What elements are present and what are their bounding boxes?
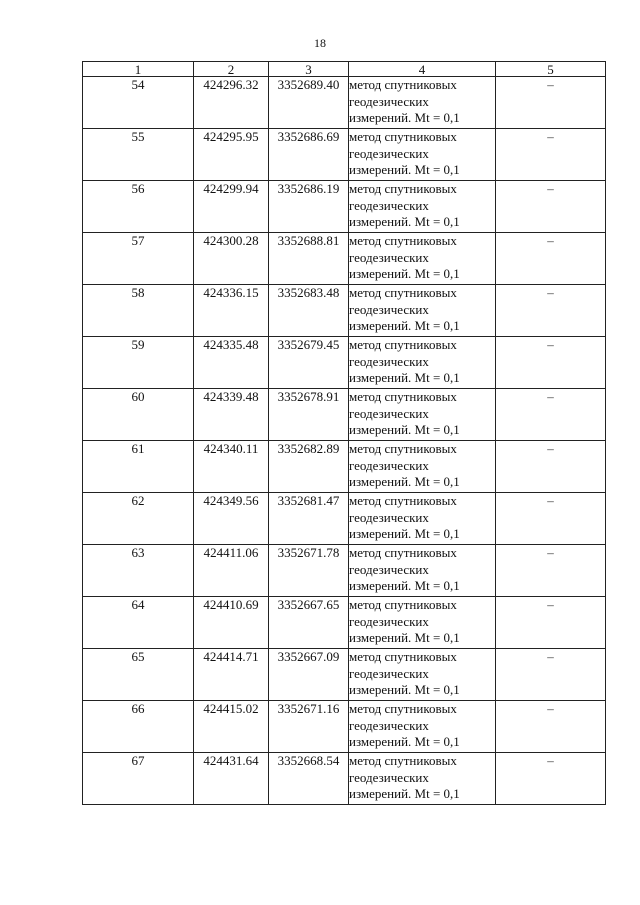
method-cell: [349, 441, 496, 493]
column-header-4: 4: [349, 62, 496, 77]
table-row: [83, 701, 606, 753]
table-row: [83, 493, 606, 545]
method-text: метод спутниковых геодезических измерений. Mt = 0,1: [349, 753, 460, 802]
note-cell: [496, 389, 606, 441]
point-number-text: 66: [131, 701, 145, 716]
x-coordinate-text: 424410.69: [203, 597, 259, 612]
point-number-cell: [83, 441, 194, 493]
y-coordinate-cell: [269, 701, 349, 753]
y-coordinate-text: 3352686.19: [277, 181, 340, 196]
method-cell: [349, 389, 496, 441]
x-coordinate-text: 424414.71: [203, 649, 259, 664]
column-header-5: 5: [496, 62, 606, 77]
point-number-text: 67: [131, 753, 145, 768]
table-row: [83, 129, 606, 181]
y-coordinate-text: 3352679.45: [277, 337, 340, 352]
point-number-text: 63: [131, 545, 145, 560]
y-coordinate-cell: [269, 649, 349, 701]
x-coordinate-text: 424415.02: [203, 701, 259, 716]
point-number-text: 60: [131, 389, 145, 404]
y-coordinate-text: 3352688.81: [277, 233, 340, 248]
x-coordinate-cell: [194, 389, 269, 441]
table-row: [83, 233, 606, 285]
method-text: метод спутниковых геодезических измерений. Mt = 0,1: [349, 597, 460, 646]
column-header-1: 1: [83, 62, 194, 77]
x-coordinate-cell: [194, 753, 269, 805]
note-text: –: [547, 77, 554, 92]
note-cell: [496, 129, 606, 181]
y-coordinate-cell: [269, 753, 349, 805]
y-coordinate-text: 3352667.65: [277, 597, 340, 612]
method-text: метод спутниковых геодезических измерений. Mt = 0,1: [349, 181, 460, 230]
column-header-2: 2: [194, 62, 269, 77]
note-text: –: [547, 441, 554, 456]
method-text: метод спутниковых геодезических измерений. Mt = 0,1: [349, 233, 460, 282]
y-coordinate-text: 3352689.40: [277, 77, 340, 92]
point-number-cell: [83, 181, 194, 233]
note-text: –: [547, 493, 554, 508]
table-row: [83, 753, 606, 805]
note-text: –: [547, 337, 554, 352]
point-number-text: 62: [131, 493, 145, 508]
coordinates-table: [82, 61, 606, 805]
point-number-text: 59: [131, 337, 145, 352]
note-cell: [496, 597, 606, 649]
y-coordinate-cell: [269, 337, 349, 389]
note-cell: [496, 77, 606, 129]
note-cell: [496, 753, 606, 805]
point-number-text: 61: [131, 441, 145, 456]
note-cell: [496, 701, 606, 753]
x-coordinate-text: 424336.15: [203, 285, 259, 300]
y-coordinate-cell: [269, 77, 349, 129]
table-row: [83, 181, 606, 233]
x-coordinate-cell: [194, 493, 269, 545]
method-cell: [349, 181, 496, 233]
method-cell: [349, 493, 496, 545]
point-number-cell: [83, 649, 194, 701]
x-coordinate-cell: [194, 233, 269, 285]
y-coordinate-cell: [269, 181, 349, 233]
y-coordinate-text: 3352678.91: [277, 389, 340, 404]
table-row: [83, 337, 606, 389]
method-cell: [349, 233, 496, 285]
note-text: –: [547, 753, 554, 768]
table-row: [83, 441, 606, 493]
point-number-cell: [83, 129, 194, 181]
note-text: –: [547, 181, 554, 196]
note-cell: [496, 181, 606, 233]
table-header-row: [83, 62, 606, 77]
x-coordinate-text: 424431.64: [203, 753, 259, 768]
x-coordinate-text: 424340.11: [203, 441, 259, 456]
x-coordinate-text: 424339.48: [203, 389, 259, 404]
y-coordinate-text: 3352668.54: [277, 753, 340, 768]
note-text: –: [547, 701, 554, 716]
note-text: –: [547, 129, 554, 144]
point-number-cell: [83, 545, 194, 597]
point-number-cell: [83, 77, 194, 129]
table-row: [83, 545, 606, 597]
note-cell: [496, 545, 606, 597]
y-coordinate-cell: [269, 597, 349, 649]
note-text: –: [547, 597, 554, 612]
point-number-text: 64: [131, 597, 145, 612]
y-coordinate-cell: [269, 493, 349, 545]
note-cell: [496, 337, 606, 389]
method-text: метод спутниковых геодезических измерений. Mt = 0,1: [349, 701, 460, 750]
point-number-cell: [83, 285, 194, 337]
method-cell: [349, 77, 496, 129]
note-text: –: [547, 545, 554, 560]
method-text: метод спутниковых геодезических измерений. Mt = 0,1: [349, 493, 460, 542]
table-row: [83, 649, 606, 701]
x-coordinate-cell: [194, 701, 269, 753]
method-cell: [349, 545, 496, 597]
method-cell: [349, 285, 496, 337]
x-coordinate-text: 424295.95: [203, 129, 259, 144]
note-text: –: [547, 649, 554, 664]
table-row: [83, 597, 606, 649]
point-number-cell: [83, 389, 194, 441]
point-number-cell: [83, 233, 194, 285]
method-cell: [349, 337, 496, 389]
method-text: метод спутниковых геодезических измерений. Mt = 0,1: [349, 545, 460, 594]
point-number-text: 54: [131, 77, 145, 92]
note-cell: [496, 233, 606, 285]
y-coordinate-cell: [269, 545, 349, 597]
point-number-text: 57: [131, 233, 145, 248]
method-text: метод спутниковых геодезических измерений. Mt = 0,1: [349, 649, 460, 698]
point-number-text: 55: [131, 129, 145, 144]
x-coordinate-text: 424300.28: [203, 233, 259, 248]
y-coordinate-text: 3352671.16: [277, 701, 340, 716]
table-row: [83, 77, 606, 129]
y-coordinate-text: 3352667.09: [277, 649, 340, 664]
column-header-3: 3: [269, 62, 349, 77]
x-coordinate-cell: [194, 337, 269, 389]
method-cell: [349, 129, 496, 181]
y-coordinate-cell: [269, 129, 349, 181]
method-text: метод спутниковых геодезических измерений. Mt = 0,1: [349, 129, 460, 178]
method-cell: [349, 701, 496, 753]
y-coordinate-text: 3352681.47: [277, 493, 340, 508]
x-coordinate-cell: [194, 181, 269, 233]
y-coordinate-text: 3352686.69: [277, 129, 340, 144]
y-coordinate-cell: [269, 389, 349, 441]
table-row: [83, 285, 606, 337]
page-number: 18: [314, 36, 326, 50]
note-cell: [496, 441, 606, 493]
y-coordinate-cell: [269, 285, 349, 337]
x-coordinate-cell: [194, 285, 269, 337]
method-text: метод спутниковых геодезических измерений. Mt = 0,1: [349, 441, 460, 490]
table-row: [83, 389, 606, 441]
note-cell: [496, 493, 606, 545]
note-text: –: [547, 389, 554, 404]
point-number-text: 56: [131, 181, 145, 196]
y-coordinate-text: 3352683.48: [277, 285, 340, 300]
x-coordinate-text: 424349.56: [203, 493, 259, 508]
method-cell: [349, 597, 496, 649]
y-coordinate-text: 3352682.89: [277, 441, 340, 456]
note-text: –: [547, 233, 554, 248]
method-text: метод спутниковых геодезических измерений. Mt = 0,1: [349, 389, 460, 438]
x-coordinate-cell: [194, 441, 269, 493]
x-coordinate-cell: [194, 129, 269, 181]
x-coordinate-cell: [194, 545, 269, 597]
x-coordinate-text: 424299.94: [203, 181, 259, 196]
y-coordinate-text: 3352671.78: [277, 545, 340, 560]
method-text: метод спутниковых геодезических измерений. Mt = 0,1: [349, 337, 460, 386]
note-cell: [496, 649, 606, 701]
x-coordinate-text: 424335.48: [203, 337, 259, 352]
point-number-cell: [83, 493, 194, 545]
note-cell: [496, 285, 606, 337]
method-cell: [349, 649, 496, 701]
point-number-text: 65: [131, 649, 145, 664]
y-coordinate-cell: [269, 233, 349, 285]
method-text: метод спутниковых геодезических измерений. Mt = 0,1: [349, 285, 460, 334]
point-number-cell: [83, 337, 194, 389]
y-coordinate-cell: [269, 441, 349, 493]
x-coordinate-text: 424296.32: [203, 77, 259, 92]
method-cell: [349, 753, 496, 805]
x-coordinate-text: 424411.06: [203, 545, 259, 560]
point-number-cell: [83, 701, 194, 753]
x-coordinate-cell: [194, 649, 269, 701]
method-text: метод спутниковых геодезических измерений. Mt = 0,1: [349, 77, 460, 126]
point-number-cell: [83, 597, 194, 649]
point-number-text: 58: [131, 285, 145, 300]
x-coordinate-cell: [194, 597, 269, 649]
point-number-cell: [83, 753, 194, 805]
x-coordinate-cell: [194, 77, 269, 129]
note-text: –: [547, 285, 554, 300]
